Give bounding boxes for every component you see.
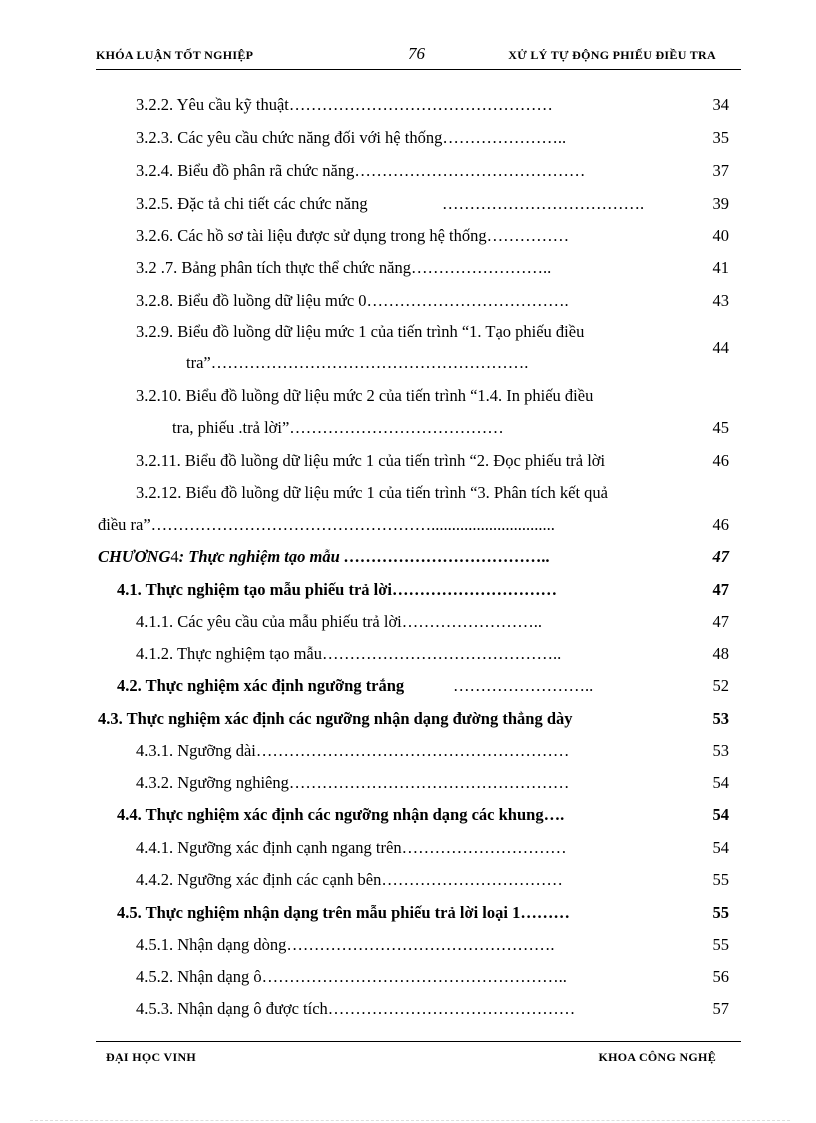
toc-entry-page: 55: [712, 935, 729, 954]
footer-rule: [96, 1041, 741, 1042]
toc-entry-title: 4.4.1. Ngưỡng xác định cạnh ngang trên…………………………: [136, 838, 567, 857]
toc-entry-title: 3.2 .7. Bảng phân tích thực thể chức năng……………………..: [136, 258, 552, 277]
toc-entry-page: 35: [712, 128, 729, 147]
toc-entry-title: 4.4. Thực nghiệm xác định các ngưỡng nhận dạng các khung….: [117, 805, 565, 824]
toc-entry-page: 53: [712, 741, 729, 760]
page-number: 76: [408, 44, 425, 63]
page-footer: [106, 1050, 716, 1070]
toc-entry-title: 4.5.1. Nhận dạng dòng………………………………………….: [136, 935, 555, 954]
toc-entry-title: 3.2.6. Các hồ sơ tài liệu được sử dụng trong hệ thống……………: [136, 226, 570, 245]
toc-entry-continuation: tra, phiếu .trả lời”…………………………………: [172, 418, 504, 437]
toc-entry-page: 52: [712, 676, 729, 695]
toc-entry-page: 47: [712, 612, 729, 631]
toc-entry-title: 3.2.12. Biểu đồ luồng dữ liệu mức 1 của tiến trình “3. Phân tích kết quả: [136, 483, 609, 502]
toc-entry-title: 4.1.1. Các yêu cầu của mẫu phiếu trả lời……………………..: [136, 612, 543, 631]
toc-entry-title: 3.2.9. Biểu đồ luồng dữ liệu mức 1 của tiến trình “1. Tạo phiếu điều: [136, 322, 585, 341]
toc-entry-title: 4.5.3. Nhận dạng ô được tích………………………………………: [136, 999, 576, 1018]
toc-entry-title: 4.2. Thực nghiệm xác định ngưỡng trắng: [117, 676, 405, 695]
toc-entry-page: 54: [712, 773, 729, 792]
toc-entry-page: 47: [712, 547, 729, 566]
toc-entry-continuation: tra”………………………………………………….: [186, 353, 529, 372]
toc-entry-page: 56: [712, 967, 729, 986]
header-right-title: XỬ LÝ TỰ ĐỘNG PHIẾU ĐIỀU TRA: [508, 48, 716, 62]
toc-entry-page: 55: [712, 903, 729, 922]
toc-entry-title: 4.3.2. Ngưỡng nghiêng……………………………………………: [136, 773, 570, 792]
toc-entry-page: 48: [712, 644, 729, 663]
toc-entry-title: 4.5. Thực nghiệm nhận dạng trên mẫu phiếu trả lời loại 1………: [117, 903, 570, 922]
toc-entry-title: 4.4.2. Ngưỡng xác định các cạnh bên……………………………: [136, 870, 563, 889]
toc-entry-page: 46: [712, 451, 729, 470]
footer-left: ĐẠI HỌC VINH: [106, 1050, 197, 1064]
header-left-title: KHÓA LUẬN TỐT NGHIỆP: [96, 48, 254, 62]
toc-entry-page: 55: [712, 870, 729, 889]
toc-entry-page: 44: [712, 338, 729, 357]
chapter-title: : Thực nghiệm tạo mẫu ………………………………..: [178, 547, 551, 566]
chapter-prefix: CHƯƠNG: [98, 547, 171, 566]
toc-entry-page: 43: [712, 291, 729, 310]
header-rule: [96, 69, 741, 70]
toc-entry-page: 54: [712, 805, 729, 824]
toc-entry-page: 34: [712, 95, 729, 114]
page-header: [96, 44, 740, 68]
footer-right: KHOA CÔNG NGHỆ: [598, 1050, 716, 1064]
toc-entry-title: 3.2.8. Biểu đồ luồng dữ liệu mức 0……………………………….: [136, 291, 569, 310]
toc-entry-page: 39: [712, 194, 729, 213]
toc-entry-page: 53: [712, 709, 729, 728]
toc-entry-title: 4.1. Thực nghiệm tạo mẫu phiếu trả lời…………………………: [117, 580, 557, 599]
toc-entry-page: 41: [712, 258, 729, 277]
toc-entry-title: 3.2.5. Đặc tả chi tiết các chức năng: [136, 194, 368, 213]
toc-entry-title: 4.3.1. Ngưỡng dài…………………………………………………: [136, 741, 570, 760]
toc-entry-leader: ……………………………….: [442, 194, 645, 213]
toc-entry-title: 3.2.2. Yêu cầu kỹ thuật…………………………………………: [136, 95, 553, 114]
toc-entry-page: 54: [712, 838, 729, 857]
toc-entry-title: 3.2.10. Biểu đồ luồng dữ liệu mức 2 của tiến trình “1.4. In phiếu điều: [136, 386, 594, 405]
toc-entry-page: 47: [712, 580, 729, 599]
toc-entry-title: 4.3. Thực nghiệm xác định các ngưỡng nhận dạng đường thẳng dày: [98, 709, 573, 728]
toc-entry-leader: ……………………..: [453, 676, 594, 695]
toc-entry-title: 3.2.3. Các yêu cầu chức năng đối với hệ thống…………………..: [136, 128, 567, 147]
toc-entry-page: 57: [712, 999, 729, 1018]
toc-entry-title: 3.2.11. Biểu đồ luồng dữ liệu mức 1 của tiến trình “2. Đọc phiếu trả lời: [136, 451, 606, 470]
page-edge-divider: [30, 1120, 790, 1121]
toc-entry-page: 45: [712, 418, 729, 437]
toc-entry-page: 46: [712, 515, 729, 534]
toc-entry-title: 3.2.4. Biểu đồ phân rã chức năng……………………………………: [136, 161, 586, 180]
toc-entry-title: 4.5.2. Nhận dạng ô………………………………………………..: [136, 967, 567, 986]
toc-entry-page: 37: [712, 161, 729, 180]
toc-entry-continuation: điều ra”……………………………………………..............................: [98, 515, 555, 534]
toc-entry-page: 40: [712, 226, 729, 245]
chapter-number: 4: [170, 547, 179, 566]
toc-entry-title: 4.1.2. Thực nghiệm tạo mẫu……………………………………..: [136, 644, 562, 663]
